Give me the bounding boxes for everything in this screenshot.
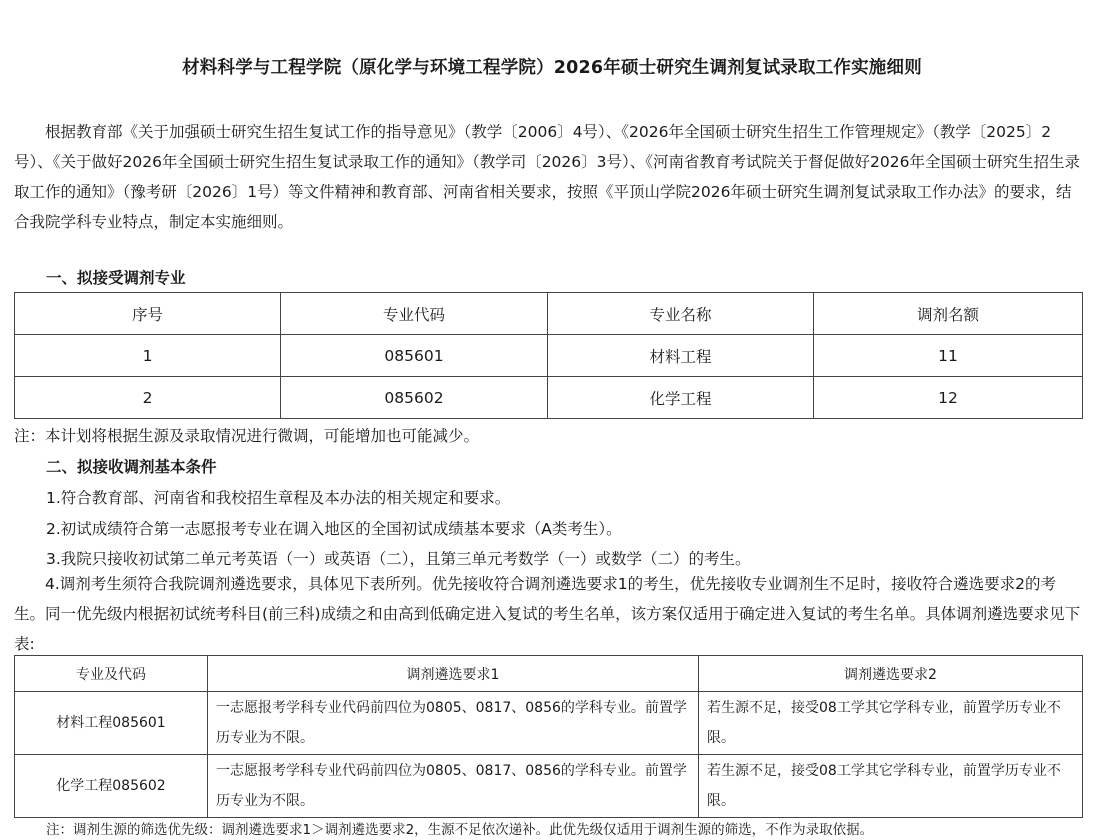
table-row bbox=[15, 377, 1083, 419]
table-cell: 材料工程085601 bbox=[15, 692, 208, 755]
table-cell: 材料工程 bbox=[548, 335, 814, 377]
header-cell: 专业及代码 bbox=[15, 656, 208, 692]
header-cell: 调剂名额 bbox=[814, 293, 1083, 335]
intro-paragraph: 根据教育部《关于加强硕士研究生招生复试工作的指导意见》（教学〔2006〕4号）、《2026年全国硕士研究生招生工作管理规定》（教学〔2025〕2号）、《关于做好2026年全国硕士研究生招生复试录取工作的通知》（教学司〔2026〕3号）、《河南省教育考试院关于督促做好2026年全国硕士研究生招生录取工作的通知》（豫考研〔2026〕1号）等文件精神和教育部、河南省相关要求，按照《平顶山学院2026年硕士研究生调剂复试录取工作办法》的要求，结合我院学科专业特点，制定本实施细则。 bbox=[14, 123, 1080, 231]
selection-requirements-table bbox=[14, 655, 1083, 818]
table-cell: 12 bbox=[814, 377, 1083, 419]
table-cell: 085601 bbox=[281, 335, 548, 377]
condition-item-1: 1.符合教育部、河南省和我校招生章程及本办法的相关规定和要求。 bbox=[46, 489, 511, 507]
table-cell: 化学工程085602 bbox=[15, 755, 208, 818]
header-cell: 专业名称 bbox=[548, 293, 814, 335]
header-cell: 序号 bbox=[15, 293, 281, 335]
section2-heading: 二、拟接收调剂基本条件 bbox=[46, 458, 217, 476]
section1-heading: 一、拟接受调剂专业 bbox=[46, 269, 186, 287]
specialty-table bbox=[14, 292, 1083, 419]
table-cell: 一志愿报考学科专业代码前四位为0805、0817、0856的学科专业。前置学历专业为不限。 bbox=[208, 692, 699, 755]
table-cell: 1 bbox=[15, 335, 281, 377]
table-header-row bbox=[15, 656, 1083, 692]
table-row bbox=[15, 755, 1083, 818]
header-cell: 调剂遴选要求1 bbox=[208, 656, 699, 692]
table-cell: 2 bbox=[15, 377, 281, 419]
condition-item-2: 2.初试成绩符合第一志愿报考专业在调入地区的全国初试成绩基本要求（A类考生）。 bbox=[46, 520, 622, 538]
table-cell: 化学工程 bbox=[548, 377, 814, 419]
condition-item-4: 4.调剂考生须符合我院调剂遴选要求，具体见下表所列。优先接收符合调剂遴选要求1的考生，优先接收专业调剂生不足时，接收符合遴选要求2的考生。同一优先级内根据初试统考科目(前三科)成绩之和由高到低确定进入复试的考生名单，该方案仅适用于确定进入复试的考生名单。具体调剂遴选要求见下表: bbox=[14, 575, 1081, 653]
table-cell: 085602 bbox=[281, 377, 548, 419]
table-cell: 一志愿报考学科专业代码前四位为0805、0817、0856的学科专业。前置学历专业为不限。 bbox=[208, 755, 699, 818]
table-cell: 若生源不足，接受08工学其它学科专业，前置学历专业不限。 bbox=[699, 692, 1083, 755]
header-cell: 调剂遴选要求2 bbox=[699, 656, 1083, 692]
section1-note: 注：本计划将根据生源及录取情况进行微调，可能增加也可能减少。 bbox=[14, 427, 480, 445]
document-title: 材料科学与工程学院（原化学与环境工程学院）2026年硕士研究生调剂复试录取工作实施细则 bbox=[182, 58, 922, 78]
header-cell: 专业代码 bbox=[281, 293, 548, 335]
table-row bbox=[15, 692, 1083, 755]
section2-note: 注：调剂生源的筛选优先级：调剂遴选要求1＞调剂遴选要求2，生源不足依次递补。此优先级仅适用于调剂生源的筛选，不作为录取依据。 bbox=[46, 822, 874, 838]
condition-item-3: 3.我院只接收初试第二单元考英语（一）或英语（二），且第三单元考数学（一）或数学（二）的考生。 bbox=[46, 550, 751, 568]
table-cell: 11 bbox=[814, 335, 1083, 377]
table-header-row bbox=[15, 293, 1083, 335]
table-row bbox=[15, 335, 1083, 377]
table-cell: 若生源不足，接受08工学其它学科专业，前置学历专业不限。 bbox=[699, 755, 1083, 818]
